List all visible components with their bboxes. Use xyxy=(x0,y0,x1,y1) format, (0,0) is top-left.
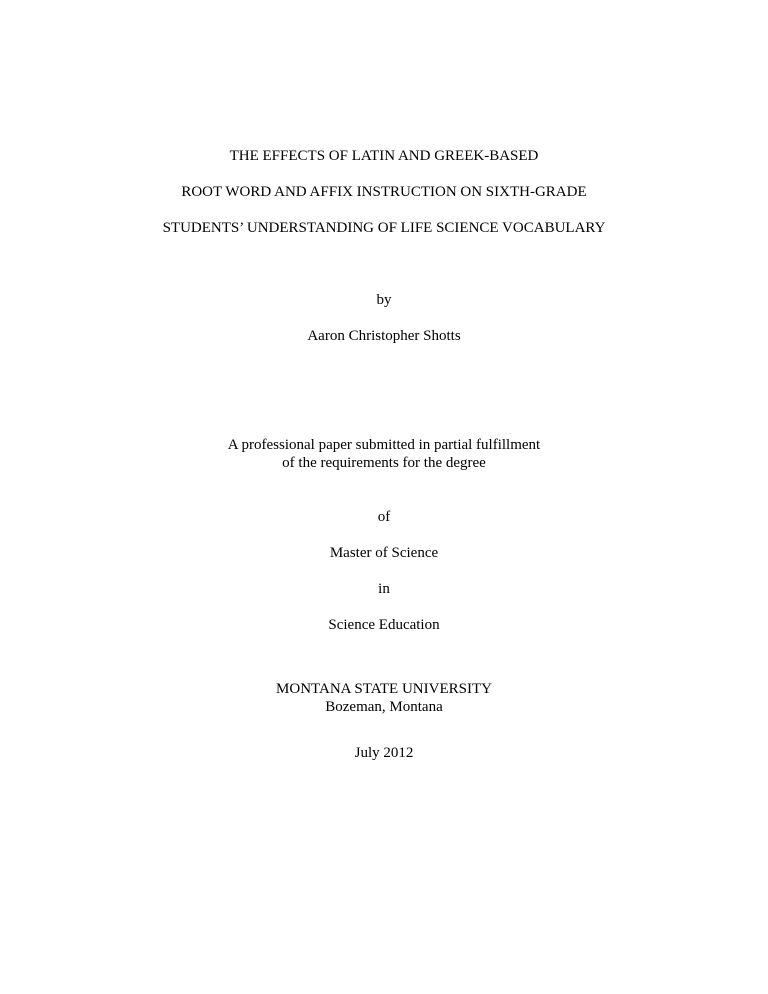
institution-name: MONTANA STATE UNIVERSITY xyxy=(276,681,492,697)
submission-statement-line-1: A professional paper submitted in partial fulfillment xyxy=(227,437,541,453)
submission-statement-line-2: of the requirements for the degree xyxy=(282,455,486,471)
author-name: Aaron Christopher Shotts xyxy=(307,328,461,344)
of-label: of xyxy=(377,509,391,525)
title-line-2: ROOT WORD AND AFFIX INSTRUCTION ON SIXTH-GRADE xyxy=(181,184,587,200)
by-label: by xyxy=(376,292,392,308)
in-label: in xyxy=(378,581,390,597)
submission-date: July 2012 xyxy=(354,745,414,761)
title-line-1: THE EFFECTS OF LATIN AND GREEK-BASED xyxy=(229,148,539,164)
degree-name: Master of Science xyxy=(329,545,439,561)
degree-field: Science Education xyxy=(328,617,440,633)
institution-location: Bozeman, Montana xyxy=(325,699,443,715)
title-line-3: STUDENTS’ UNDERSTANDING OF LIFE SCIENCE VOCABULARY xyxy=(162,220,606,236)
